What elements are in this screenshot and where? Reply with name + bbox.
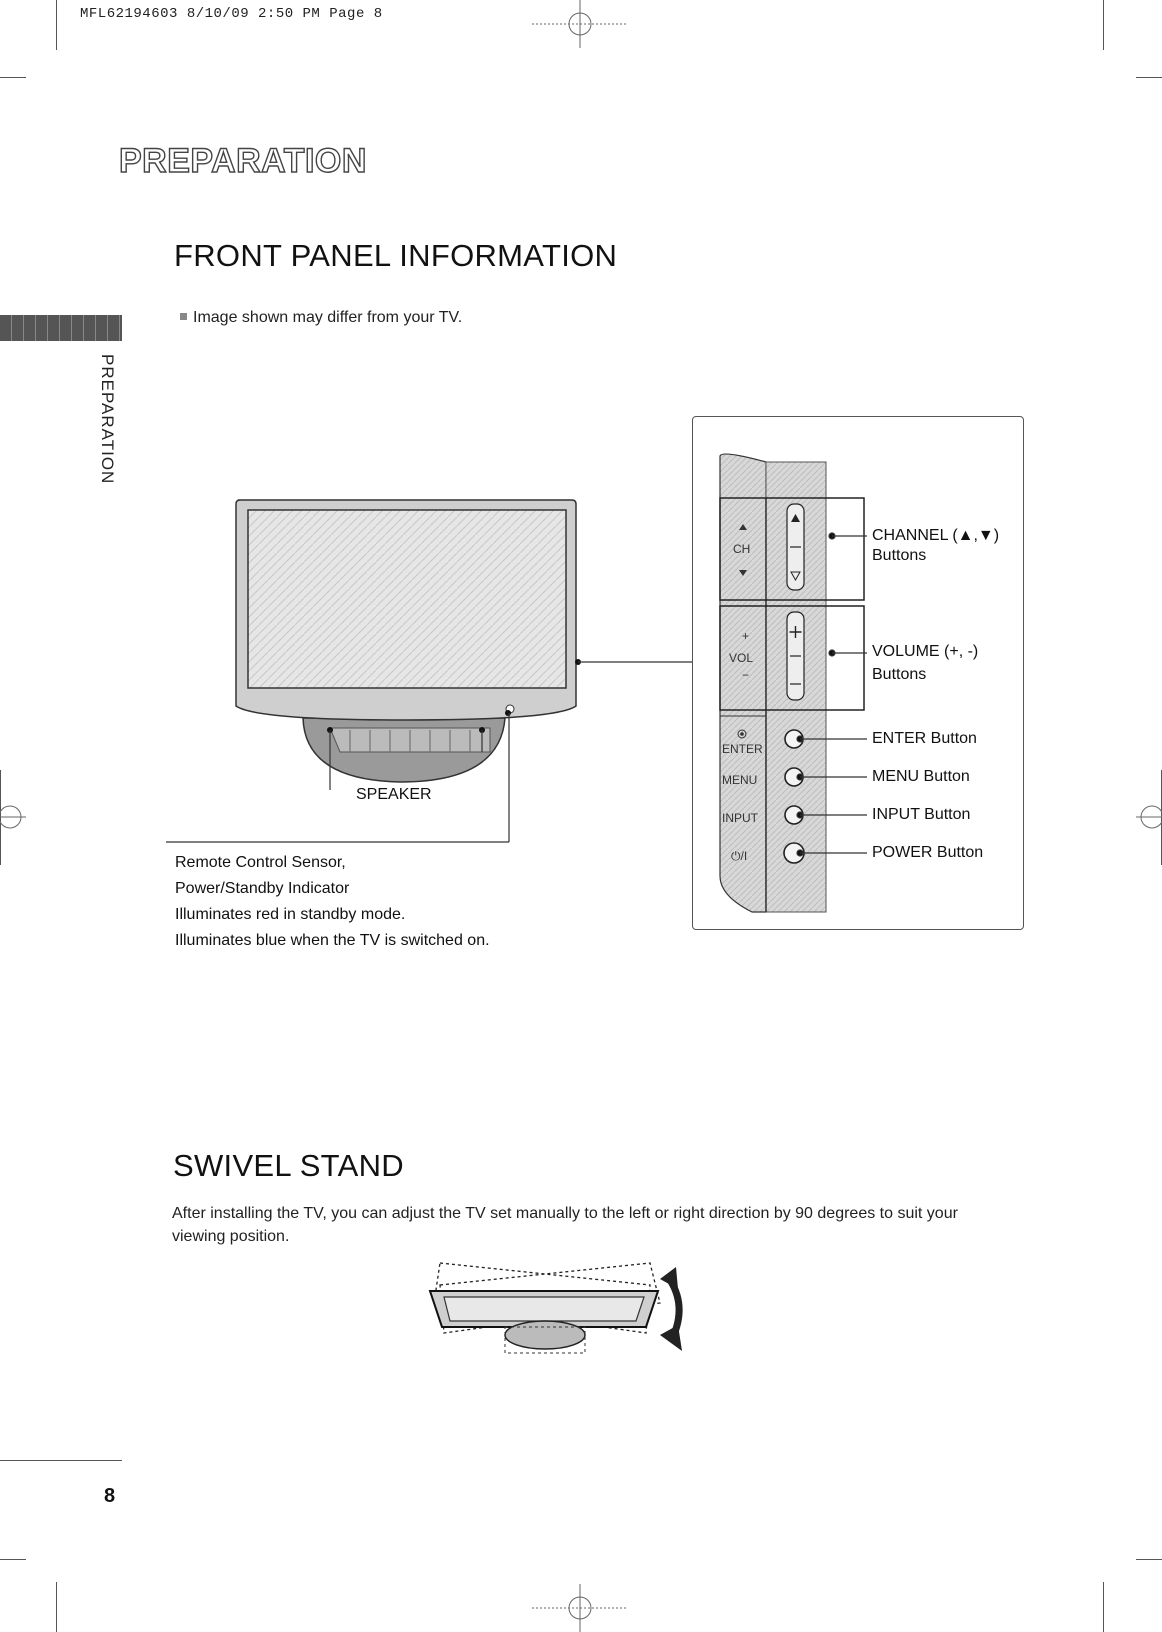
- swivel-body: After installing the TV, you can adjust the TV set manually to the left or right direction by 90 degrees to suit your viewing position.: [172, 1205, 958, 1245]
- sensor-caption-line3: Illuminates red in standby mode.: [175, 906, 406, 923]
- panel-label-vol-plus: +: [742, 629, 750, 643]
- sensor-caption-line1: Remote Control Sensor,: [175, 854, 346, 871]
- side-tab-label: PREPARATION: [98, 354, 117, 485]
- panel-label-enter: ENTER: [722, 742, 763, 756]
- panel-label-input: INPUT: [722, 811, 758, 825]
- sensor-caption: [175, 850, 490, 954]
- panel-label-menu: MENU: [722, 773, 758, 787]
- panel-label-power: ⏻/I: [731, 849, 748, 863]
- panel-label-vol: VOL: [729, 651, 754, 665]
- callout-channel-line1: CHANNEL (▲,▼): [872, 527, 1000, 544]
- sensor-caption-line2: Power/Standby Indicator: [175, 880, 350, 897]
- note-bullet-icon: [180, 313, 187, 320]
- speaker-label: SPEAKER: [356, 786, 432, 803]
- callout-volume-line1: VOLUME (+, -): [872, 643, 979, 660]
- callout-input: INPUT Button: [872, 806, 971, 823]
- callout-channel: [872, 526, 999, 566]
- sensor-caption-line4: Illuminates blue when the TV is switched on.: [175, 932, 490, 949]
- panel-label-vol-minus: −: [742, 668, 750, 682]
- callout-channel-line2: Buttons: [872, 547, 927, 564]
- swivel-illustration: [420, 1255, 700, 1365]
- callout-menu: MENU Button: [872, 768, 970, 785]
- section-title: PREPARATION: [119, 142, 367, 180]
- front-panel-heading: FRONT PANEL INFORMATION: [174, 238, 618, 273]
- side-tab-bar: [0, 315, 122, 341]
- callout-enter: ENTER Button: [872, 730, 977, 747]
- swivel-heading: SWIVEL STAND: [173, 1148, 404, 1183]
- callout-volume: [872, 640, 978, 686]
- callout-volume-line2: Buttons: [872, 666, 927, 683]
- image-note-text: Image shown may differ from your TV.: [193, 309, 463, 326]
- print-header: MFL62194603 8/10/09 2:50 PM Page 8: [80, 6, 383, 22]
- panel-label-ch: CH: [733, 542, 751, 556]
- footer-rule: [0, 1460, 122, 1461]
- callout-power: POWER Button: [872, 844, 984, 861]
- image-note: [180, 309, 462, 327]
- page-number: 8: [104, 1485, 116, 1507]
